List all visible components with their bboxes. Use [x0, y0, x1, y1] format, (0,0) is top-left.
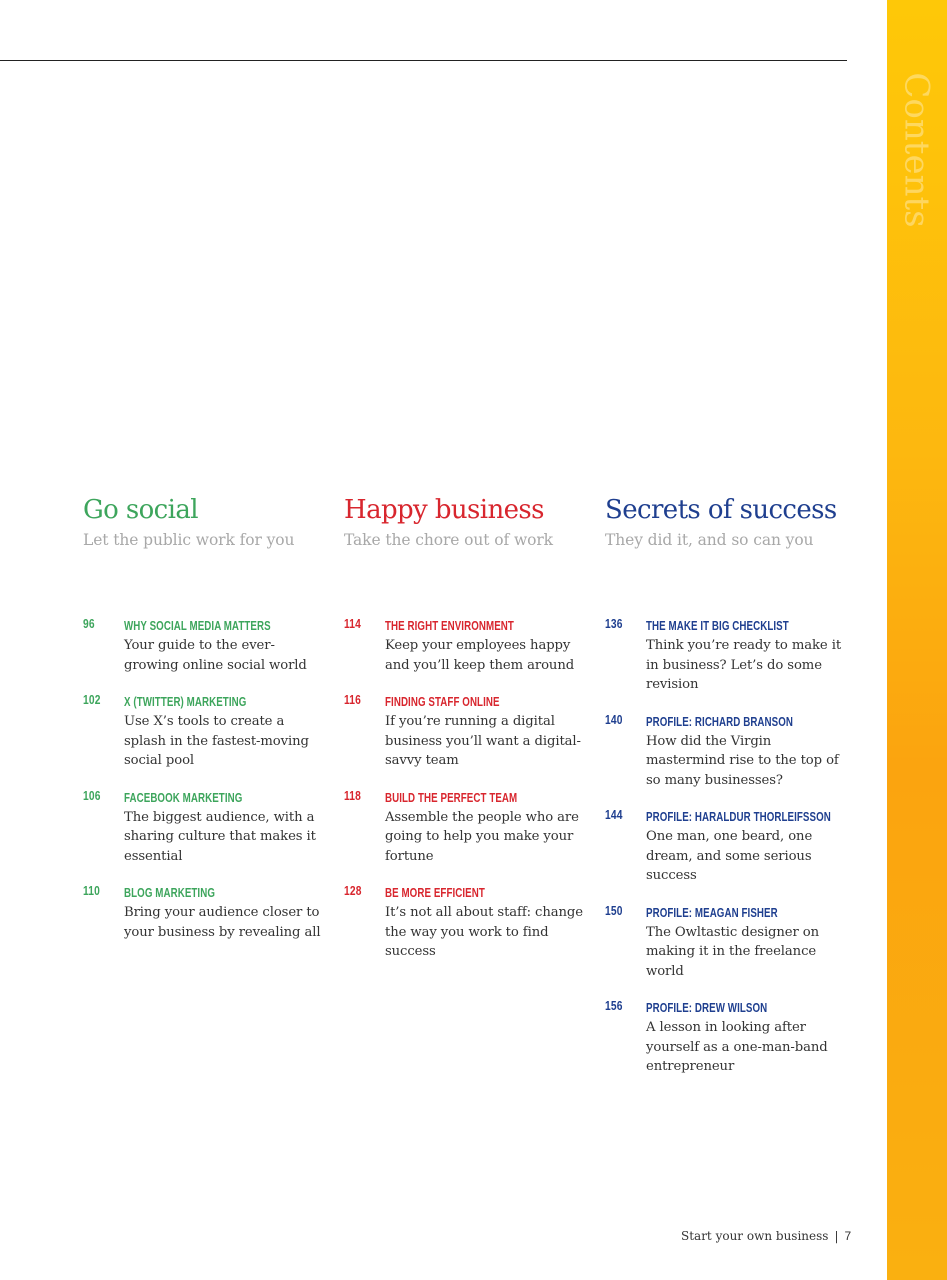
sidebar-label: Contents [897, 72, 937, 228]
list-item[interactable] [83, 615, 328, 675]
page-number: 118 [344, 788, 362, 803]
entry-description: Assemble the people who are going to help you make your fortune [385, 809, 579, 864]
contents-sidebar [887, 0, 947, 1280]
entry-title: THE MAKE IT BIG CHECKLIST [646, 619, 789, 633]
entry-description: One man, one beard, one dream, and some serious success [646, 829, 813, 883]
entry-title: PROFILE: DREW WILSON [646, 1001, 768, 1015]
list-item[interactable] [83, 882, 328, 942]
page-number: 140 [605, 712, 623, 727]
list-item[interactable] [344, 691, 589, 771]
page-number: 116 [344, 693, 362, 707]
entry-title: BLOG MARKETING [124, 886, 216, 900]
entry-title: PROFILE: MEAGAN FISHER [646, 905, 778, 920]
entry-title: X (TWITTER) MARKETING [124, 695, 247, 709]
page-number: 128 [344, 884, 362, 898]
footer-separator: | [834, 1229, 839, 1243]
list-item[interactable] [605, 711, 850, 791]
footer-title: Start your own business [681, 1229, 829, 1243]
list-item[interactable] [605, 615, 850, 695]
entry-list [344, 615, 589, 978]
page-number: 102 [83, 693, 101, 707]
entry-title: PROFILE: HARALDUR THORLEIFSSON [646, 810, 831, 824]
page-number: 136 [605, 617, 623, 631]
list-item[interactable] [344, 615, 589, 675]
list-item[interactable] [83, 691, 328, 771]
entry-title: PROFILE: RICHARD BRANSON [646, 714, 794, 729]
page-number: 96 [83, 617, 95, 631]
list-item[interactable] [344, 787, 589, 867]
page-number: 150 [605, 903, 623, 918]
entry-description: Your guide to the ever-growing online social world [124, 638, 307, 673]
section-subtitle: Let the public work for you [83, 531, 295, 549]
entry-description: Keep your employees happy and you’ll keep them around [385, 638, 575, 673]
entry-description: It’s not all about staff: change the way you work to find success [385, 905, 583, 959]
section-go-social [83, 493, 328, 940]
page-number: 144 [605, 808, 623, 822]
entry-title: WHY SOCIAL MEDIA MATTERS [124, 619, 271, 633]
page-number: 114 [344, 617, 362, 631]
section-title: Go social [83, 495, 198, 525]
footer-page-number: 7 [844, 1229, 852, 1243]
entry-list [83, 615, 328, 958]
list-item[interactable] [83, 787, 328, 867]
page-footer [681, 1229, 851, 1243]
list-item[interactable] [344, 882, 589, 962]
section-title: Secrets of success [605, 495, 837, 525]
entry-title: BE MORE EFFICIENT [385, 886, 485, 900]
entry-description: Use X’s tools to create a splash in the fastest-moving social pool [124, 714, 309, 768]
entry-title: FINDING STAFF ONLINE [385, 695, 500, 709]
entry-description: How did the Virgin mastermind rise to the top of so many businesses? [646, 733, 839, 788]
entry-title: BUILD THE PERFECT TEAM [385, 790, 518, 805]
section-subtitle: Take the chore out of work [344, 531, 553, 549]
section-happy-business [344, 493, 589, 959]
section-title: Happy business [344, 495, 544, 525]
section-subtitle: They did it, and so can you [605, 531, 814, 549]
sidebar-title [887, 70, 947, 230]
list-item[interactable] [605, 902, 850, 982]
entry-description: Bring your audience closer to your business by revealing all [124, 905, 321, 940]
entry-description: A lesson in looking after yourself as a one-man-band entrepreneur [646, 1020, 828, 1074]
section-secrets-of-success [605, 493, 850, 1074]
page-number: 106 [83, 788, 101, 803]
page-number: 110 [83, 884, 101, 898]
entry-description: The Owltastic designer on making it in the freelance world [646, 924, 820, 979]
entry-description: Think you’re ready to make it in business? Let’s do some revision [646, 638, 842, 692]
entry-description: The biggest audience, with a sharing culture that makes it essential [124, 809, 316, 864]
list-item[interactable] [605, 997, 850, 1077]
entry-title: FACEBOOK MARKETING [124, 790, 243, 805]
list-item[interactable] [605, 806, 850, 886]
top-rule [0, 60, 847, 61]
page-number: 156 [605, 999, 623, 1013]
entry-title: THE RIGHT ENVIRONMENT [385, 619, 514, 633]
entry-description: If you’re running a digital business you’ll want a digital-savvy team [385, 714, 581, 768]
entry-list [605, 615, 850, 1093]
